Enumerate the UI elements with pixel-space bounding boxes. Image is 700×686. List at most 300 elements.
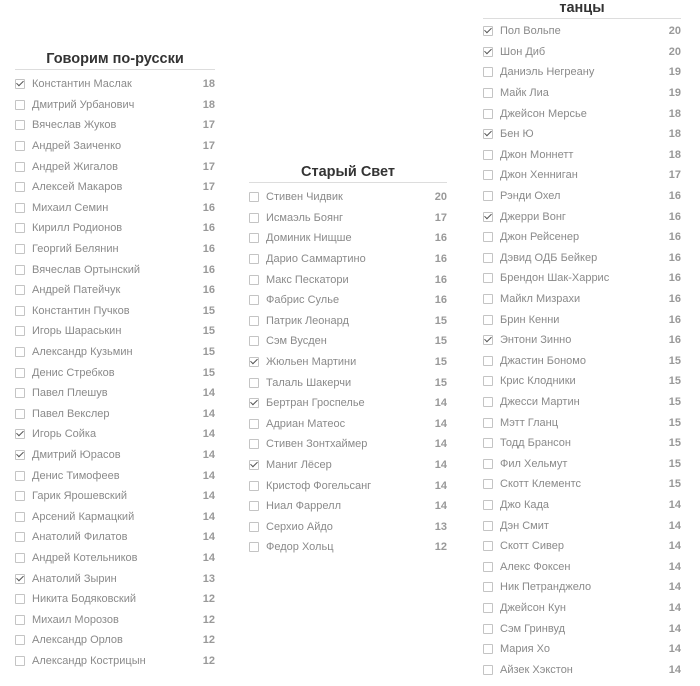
player-name: Кристоф Фогельсанг bbox=[266, 479, 372, 492]
player-count: 16 bbox=[202, 263, 215, 276]
player-checkbox[interactable] bbox=[15, 491, 25, 501]
player-row[interactable] bbox=[483, 392, 681, 413]
player-checkbox[interactable] bbox=[249, 481, 259, 491]
player-row[interactable] bbox=[249, 249, 447, 270]
team-title: Говорим по-русски bbox=[15, 49, 215, 70]
player-count: 16 bbox=[202, 243, 215, 256]
player-count: 16 bbox=[668, 251, 681, 264]
player-checkbox[interactable] bbox=[483, 479, 493, 489]
player-name: Рэнди Охел bbox=[500, 190, 561, 203]
player-row[interactable] bbox=[483, 124, 681, 145]
player-count: 20 bbox=[434, 191, 447, 204]
player-row[interactable] bbox=[15, 156, 215, 177]
player-count: 14 bbox=[668, 498, 681, 511]
player-count: 14 bbox=[668, 601, 681, 614]
player-checkbox[interactable] bbox=[249, 542, 259, 552]
player-row[interactable] bbox=[15, 74, 215, 95]
player-count: 14 bbox=[202, 469, 215, 482]
player-name: Джон Рейсенер bbox=[500, 231, 580, 244]
player-list bbox=[15, 74, 215, 671]
player-name: Мария Хо bbox=[500, 643, 551, 656]
player-count: 14 bbox=[202, 510, 215, 523]
player-row[interactable] bbox=[483, 62, 681, 83]
player-count: 16 bbox=[668, 210, 681, 223]
player-name: Исмаэль Боянг bbox=[266, 211, 344, 224]
player-checkbox[interactable] bbox=[15, 285, 25, 295]
player-name: Денис Тимофеев bbox=[32, 469, 120, 482]
player-checkbox[interactable] bbox=[483, 335, 493, 345]
player-checkbox[interactable] bbox=[483, 459, 493, 469]
player-row[interactable] bbox=[249, 434, 447, 455]
player-checkbox[interactable] bbox=[15, 574, 25, 584]
player-checkbox[interactable] bbox=[483, 665, 493, 675]
player-name: Майк Лиа bbox=[500, 87, 549, 100]
player-name: Джон Хенниган bbox=[500, 169, 578, 182]
player-checkbox[interactable] bbox=[15, 203, 25, 213]
player-count: 18 bbox=[668, 148, 681, 161]
player-count: 16 bbox=[668, 231, 681, 244]
player-count: 16 bbox=[668, 313, 681, 326]
player-row[interactable] bbox=[15, 259, 215, 280]
player-checkbox[interactable] bbox=[483, 170, 493, 180]
player-checkbox[interactable] bbox=[249, 398, 259, 408]
player-name: Дарио Саммартино bbox=[266, 253, 366, 266]
player-row[interactable] bbox=[249, 290, 447, 311]
player-name: Сэм Вусден bbox=[266, 335, 327, 348]
team-title: Старый Свет bbox=[249, 162, 447, 183]
player-list bbox=[249, 187, 447, 558]
player-row[interactable] bbox=[483, 289, 681, 310]
player-row[interactable] bbox=[15, 280, 215, 301]
player-name: Федор Хольц bbox=[266, 541, 334, 554]
player-name: Арсений Кармацкий bbox=[32, 510, 135, 523]
player-count: 14 bbox=[668, 519, 681, 532]
player-checkbox[interactable] bbox=[483, 273, 493, 283]
player-count: 16 bbox=[434, 253, 447, 266]
player-row[interactable] bbox=[483, 515, 681, 536]
player-count: 14 bbox=[202, 428, 215, 441]
player-row[interactable] bbox=[15, 198, 215, 219]
player-count: 12 bbox=[202, 634, 215, 647]
player-name: Дмитрий Урбанович bbox=[32, 98, 135, 111]
player-checkbox[interactable] bbox=[483, 67, 493, 77]
player-row[interactable] bbox=[15, 115, 215, 136]
player-checkbox[interactable] bbox=[15, 635, 25, 645]
player-checkbox[interactable] bbox=[483, 541, 493, 551]
player-name: Алекс Фоксен bbox=[500, 560, 571, 573]
player-name: Джо Када bbox=[500, 498, 550, 511]
player-checkbox[interactable] bbox=[15, 347, 25, 357]
player-count: 18 bbox=[668, 128, 681, 141]
player-row[interactable] bbox=[249, 537, 447, 558]
player-count: 16 bbox=[668, 293, 681, 306]
player-checkbox[interactable] bbox=[483, 582, 493, 592]
player-name: Стивен Зонтхаймер bbox=[266, 438, 368, 451]
player-row[interactable] bbox=[249, 228, 447, 249]
player-row[interactable] bbox=[483, 453, 681, 474]
player-checkbox[interactable] bbox=[483, 500, 493, 510]
player-count: 18 bbox=[668, 107, 681, 120]
player-checkbox[interactable] bbox=[483, 315, 493, 325]
player-name: Мэтт Гланц bbox=[500, 416, 559, 429]
player-row[interactable] bbox=[483, 371, 681, 392]
player-checkbox[interactable] bbox=[15, 306, 25, 316]
player-count: 20 bbox=[668, 25, 681, 38]
player-checkbox[interactable] bbox=[483, 603, 493, 613]
player-name: Дэн Смит bbox=[500, 519, 549, 532]
player-name: Михаил Морозов bbox=[32, 613, 119, 626]
player-checkbox[interactable] bbox=[15, 615, 25, 625]
player-name: Энтони Зинно bbox=[500, 334, 572, 347]
player-row[interactable] bbox=[483, 495, 681, 516]
player-count: 16 bbox=[202, 222, 215, 235]
player-checkbox[interactable] bbox=[483, 26, 493, 36]
player-row[interactable] bbox=[15, 506, 215, 527]
player-row[interactable] bbox=[15, 239, 215, 260]
player-checkbox[interactable] bbox=[483, 418, 493, 428]
player-checkbox[interactable] bbox=[249, 522, 259, 532]
player-row[interactable] bbox=[249, 311, 447, 332]
player-count: 14 bbox=[202, 551, 215, 564]
team-column-old-world bbox=[249, 162, 447, 558]
player-count: 17 bbox=[434, 211, 447, 224]
player-count: 14 bbox=[434, 397, 447, 410]
player-name: Вячеслав Ортынский bbox=[32, 263, 141, 276]
player-checkbox[interactable] bbox=[249, 501, 259, 511]
player-name: Патрик Леонард bbox=[266, 314, 349, 327]
player-count: 14 bbox=[668, 560, 681, 573]
player-checkbox[interactable] bbox=[483, 129, 493, 139]
player-row[interactable] bbox=[15, 95, 215, 116]
player-name: Макс Пескатори bbox=[266, 273, 349, 286]
player-row[interactable] bbox=[15, 548, 215, 569]
player-count: 12 bbox=[202, 654, 215, 667]
player-checkbox[interactable] bbox=[483, 212, 493, 222]
player-name: Джастин Бономо bbox=[500, 354, 586, 367]
player-checkbox[interactable] bbox=[483, 356, 493, 366]
player-name: Джесси Мартин bbox=[500, 395, 580, 408]
player-checkbox[interactable] bbox=[15, 656, 25, 666]
player-count: 15 bbox=[202, 346, 215, 359]
player-count: 16 bbox=[434, 294, 447, 307]
player-checkbox[interactable] bbox=[15, 512, 25, 522]
player-count: 17 bbox=[202, 160, 215, 173]
player-row[interactable] bbox=[15, 321, 215, 342]
player-checkbox[interactable] bbox=[483, 644, 493, 654]
player-checkbox[interactable] bbox=[483, 109, 493, 119]
player-checkbox[interactable] bbox=[483, 232, 493, 242]
player-row[interactable] bbox=[15, 177, 215, 198]
player-row[interactable] bbox=[483, 556, 681, 577]
player-count: 14 bbox=[434, 417, 447, 430]
player-row[interactable] bbox=[249, 269, 447, 290]
player-name: Гарик Ярошевский bbox=[32, 490, 128, 503]
player-row[interactable] bbox=[249, 496, 447, 517]
player-count: 14 bbox=[668, 663, 681, 676]
player-row[interactable] bbox=[483, 248, 681, 269]
player-row[interactable] bbox=[15, 527, 215, 548]
player-name: Игорь Сойка bbox=[32, 428, 97, 441]
player-checkbox[interactable] bbox=[15, 532, 25, 542]
player-count: 14 bbox=[668, 643, 681, 656]
player-count: 15 bbox=[434, 376, 447, 389]
player-row[interactable] bbox=[15, 362, 215, 383]
player-count: 16 bbox=[202, 284, 215, 297]
player-count: 14 bbox=[668, 540, 681, 553]
player-row[interactable] bbox=[483, 83, 681, 104]
player-count: 15 bbox=[668, 395, 681, 408]
player-row[interactable] bbox=[483, 206, 681, 227]
player-checkbox[interactable] bbox=[15, 388, 25, 398]
player-count: 15 bbox=[668, 375, 681, 388]
player-row[interactable] bbox=[483, 21, 681, 42]
player-row[interactable] bbox=[15, 404, 215, 425]
player-count: 13 bbox=[202, 572, 215, 585]
player-row[interactable] bbox=[483, 474, 681, 495]
player-row[interactable] bbox=[483, 618, 681, 639]
player-row[interactable] bbox=[483, 268, 681, 289]
player-name: Фабрис Сулье bbox=[266, 294, 340, 307]
player-row[interactable] bbox=[483, 577, 681, 598]
team-column-russian bbox=[15, 49, 215, 671]
player-row[interactable] bbox=[249, 352, 447, 373]
player-checkbox[interactable] bbox=[15, 120, 25, 130]
player-list bbox=[483, 21, 681, 680]
player-count: 17 bbox=[202, 119, 215, 132]
player-count: 15 bbox=[434, 314, 447, 327]
player-name: Джейсон Мерсье bbox=[500, 107, 587, 120]
player-count: 19 bbox=[668, 87, 681, 100]
player-row[interactable] bbox=[249, 208, 447, 229]
player-row[interactable] bbox=[483, 103, 681, 124]
player-row[interactable] bbox=[15, 383, 215, 404]
player-count: 17 bbox=[202, 181, 215, 194]
player-row[interactable] bbox=[483, 330, 681, 351]
player-name: Айзек Хэкстон bbox=[500, 663, 573, 676]
player-checkbox[interactable] bbox=[15, 182, 25, 192]
player-name: Дмитрий Юрасов bbox=[32, 448, 121, 461]
player-row[interactable] bbox=[15, 445, 215, 466]
player-row[interactable] bbox=[483, 42, 681, 63]
player-count: 15 bbox=[668, 478, 681, 491]
player-name: Стивен Чидвик bbox=[266, 191, 343, 204]
player-checkbox[interactable] bbox=[483, 438, 493, 448]
player-name: Талаль Шакерчи bbox=[266, 376, 352, 389]
player-count: 20 bbox=[668, 45, 681, 58]
player-row[interactable] bbox=[483, 536, 681, 557]
player-name: Жюльен Мартини bbox=[266, 356, 357, 369]
player-name: Скотт Сивер bbox=[500, 540, 564, 553]
player-name: Константин Пучков bbox=[32, 304, 130, 317]
player-checkbox[interactable] bbox=[249, 192, 259, 202]
player-name: Игорь Шараськин bbox=[32, 325, 122, 338]
player-name: Серхио Айдо bbox=[266, 520, 333, 533]
player-row[interactable] bbox=[249, 331, 447, 352]
player-row[interactable] bbox=[483, 227, 681, 248]
player-count: 14 bbox=[434, 438, 447, 451]
player-count: 12 bbox=[202, 593, 215, 606]
player-count: 14 bbox=[202, 490, 215, 503]
player-name: Георгий Белянин bbox=[32, 243, 119, 256]
player-checkbox[interactable] bbox=[483, 376, 493, 386]
player-checkbox[interactable] bbox=[15, 594, 25, 604]
player-checkbox[interactable] bbox=[15, 326, 25, 336]
player-row[interactable] bbox=[483, 412, 681, 433]
player-checkbox[interactable] bbox=[15, 265, 25, 275]
player-row[interactable] bbox=[15, 136, 215, 157]
player-checkbox[interactable] bbox=[249, 336, 259, 346]
player-name: Андрей Патейчук bbox=[32, 284, 121, 297]
player-row[interactable] bbox=[483, 639, 681, 660]
player-count: 18 bbox=[202, 98, 215, 111]
player-count: 19 bbox=[668, 66, 681, 79]
player-checkbox[interactable] bbox=[483, 624, 493, 634]
player-name: Доминик Нищше bbox=[266, 232, 352, 245]
player-checkbox[interactable] bbox=[249, 254, 259, 264]
player-row[interactable] bbox=[249, 517, 447, 538]
player-count: 14 bbox=[668, 581, 681, 594]
player-checkbox[interactable] bbox=[15, 553, 25, 563]
player-row[interactable] bbox=[15, 589, 215, 610]
player-checkbox[interactable] bbox=[483, 397, 493, 407]
player-checkbox[interactable] bbox=[249, 378, 259, 388]
player-name: Сэм Гринвуд bbox=[500, 622, 566, 635]
player-checkbox[interactable] bbox=[15, 450, 25, 460]
player-name: Бертран Гроспелье bbox=[266, 397, 365, 410]
player-count: 15 bbox=[434, 335, 447, 348]
player-checkbox[interactable] bbox=[15, 162, 25, 172]
player-row[interactable] bbox=[15, 651, 215, 672]
player-name: Фил Хельмут bbox=[500, 457, 568, 470]
player-count: 13 bbox=[434, 520, 447, 533]
player-row[interactable] bbox=[483, 186, 681, 207]
team-column-dances bbox=[483, 0, 681, 680]
player-name: Пол Вольпе bbox=[500, 25, 561, 38]
player-checkbox[interactable] bbox=[483, 47, 493, 57]
player-checkbox[interactable] bbox=[249, 419, 259, 429]
player-row[interactable] bbox=[15, 218, 215, 239]
player-checkbox[interactable] bbox=[15, 223, 25, 233]
player-name: Маниг Лёсер bbox=[266, 459, 332, 472]
player-checkbox[interactable] bbox=[15, 368, 25, 378]
player-count: 15 bbox=[202, 325, 215, 338]
player-row[interactable] bbox=[249, 414, 447, 435]
player-row[interactable] bbox=[15, 630, 215, 651]
player-count: 16 bbox=[668, 272, 681, 285]
player-name: Джейсон Кун bbox=[500, 601, 566, 614]
player-name: Крис Клодники bbox=[500, 375, 576, 388]
player-count: 16 bbox=[668, 190, 681, 203]
player-count: 15 bbox=[434, 356, 447, 369]
player-row[interactable] bbox=[483, 145, 681, 166]
player-name: Майкл Мизрахи bbox=[500, 293, 581, 306]
team-title: танцы bbox=[483, 0, 681, 19]
player-count: 14 bbox=[202, 387, 215, 400]
player-checkbox[interactable] bbox=[483, 150, 493, 160]
player-name: Павел Плешув bbox=[32, 387, 108, 400]
player-count: 17 bbox=[202, 140, 215, 153]
player-row[interactable] bbox=[249, 187, 447, 208]
player-count: 18 bbox=[202, 78, 215, 91]
player-checkbox[interactable] bbox=[249, 316, 259, 326]
player-checkbox[interactable] bbox=[249, 460, 259, 470]
player-row[interactable] bbox=[483, 598, 681, 619]
player-checkbox[interactable] bbox=[15, 244, 25, 254]
player-row[interactable] bbox=[15, 424, 215, 445]
player-checkbox[interactable] bbox=[483, 562, 493, 572]
player-count: 15 bbox=[668, 416, 681, 429]
player-row[interactable] bbox=[15, 486, 215, 507]
player-count: 14 bbox=[434, 459, 447, 472]
player-row[interactable] bbox=[483, 433, 681, 454]
player-row[interactable] bbox=[15, 465, 215, 486]
player-checkbox[interactable] bbox=[249, 357, 259, 367]
player-count: 15 bbox=[202, 304, 215, 317]
player-checkbox[interactable] bbox=[483, 294, 493, 304]
player-row[interactable] bbox=[15, 568, 215, 589]
player-row[interactable] bbox=[483, 659, 681, 680]
player-name: Даниэль Негреану bbox=[500, 66, 595, 79]
player-checkbox[interactable] bbox=[15, 471, 25, 481]
player-checkbox[interactable] bbox=[15, 429, 25, 439]
player-name: Брин Кенни bbox=[500, 313, 560, 326]
player-name: Ник Петранджело bbox=[500, 581, 592, 594]
player-count: 16 bbox=[668, 334, 681, 347]
player-row[interactable] bbox=[483, 165, 681, 186]
player-checkbox[interactable] bbox=[15, 141, 25, 151]
player-name: Дэвид ОДБ Бейкер bbox=[500, 251, 598, 264]
player-count: 12 bbox=[434, 541, 447, 554]
player-checkbox[interactable] bbox=[483, 88, 493, 98]
player-checkbox[interactable] bbox=[483, 191, 493, 201]
player-row[interactable] bbox=[249, 372, 447, 393]
player-checkbox[interactable] bbox=[249, 439, 259, 449]
player-count: 14 bbox=[202, 407, 215, 420]
player-checkbox[interactable] bbox=[249, 275, 259, 285]
player-checkbox[interactable] bbox=[249, 213, 259, 223]
player-name: Денис Стребков bbox=[32, 366, 115, 379]
player-checkbox[interactable] bbox=[15, 100, 25, 110]
player-checkbox[interactable] bbox=[249, 233, 259, 243]
player-row[interactable] bbox=[249, 455, 447, 476]
player-name: Александр Кузьмин bbox=[32, 346, 133, 359]
player-count: 15 bbox=[668, 354, 681, 367]
player-checkbox[interactable] bbox=[483, 521, 493, 531]
player-row[interactable] bbox=[15, 342, 215, 363]
player-name: Анатолий Филатов bbox=[32, 531, 128, 544]
player-checkbox[interactable] bbox=[249, 295, 259, 305]
player-name: Алексей Макаров bbox=[32, 181, 123, 194]
player-checkbox[interactable] bbox=[15, 79, 25, 89]
player-name: Александр Орлов bbox=[32, 634, 123, 647]
player-row[interactable] bbox=[249, 475, 447, 496]
player-row[interactable] bbox=[15, 301, 215, 322]
player-name: Кирилл Родионов bbox=[32, 222, 123, 235]
player-row[interactable] bbox=[249, 393, 447, 414]
player-name: Михаил Семин bbox=[32, 201, 109, 214]
player-row[interactable] bbox=[483, 309, 681, 330]
player-row[interactable] bbox=[15, 609, 215, 630]
player-name: Никита Бодяковский bbox=[32, 593, 136, 606]
player-row[interactable] bbox=[483, 351, 681, 372]
player-count: 16 bbox=[434, 232, 447, 245]
player-checkbox[interactable] bbox=[483, 253, 493, 263]
player-checkbox[interactable] bbox=[15, 409, 25, 419]
player-count: 15 bbox=[202, 366, 215, 379]
player-count: 14 bbox=[434, 500, 447, 513]
player-count: 14 bbox=[668, 622, 681, 635]
player-name: Вячеслав Жуков bbox=[32, 119, 117, 132]
